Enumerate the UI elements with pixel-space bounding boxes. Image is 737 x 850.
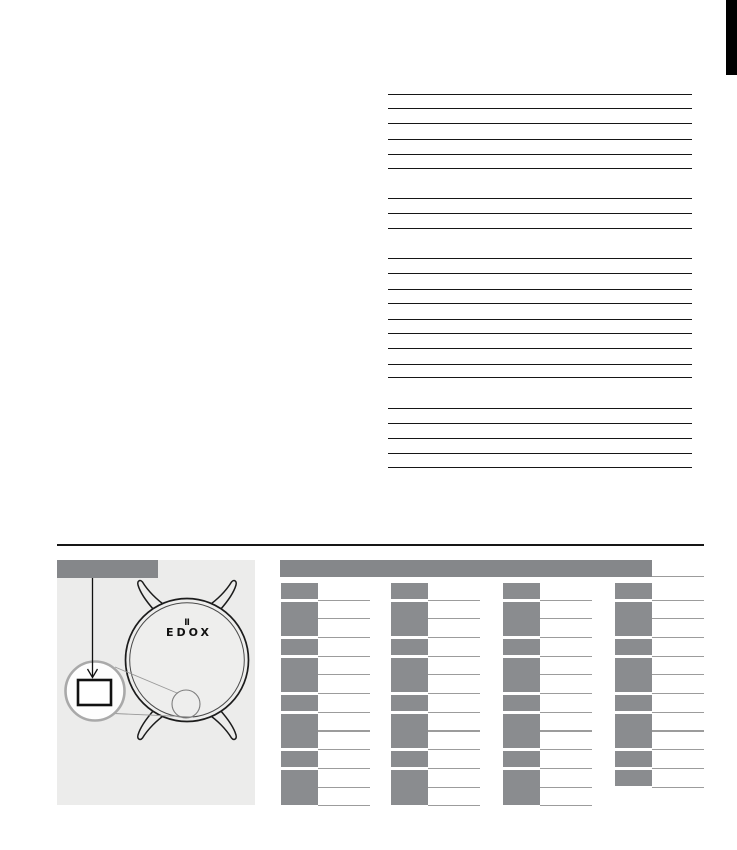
spec-label-cell xyxy=(615,714,652,749)
spec-table-header-rule xyxy=(652,576,704,577)
spec-label-cell xyxy=(615,695,652,711)
spec-label-cell xyxy=(281,639,318,655)
spec-value-rule xyxy=(540,787,592,788)
spec-label-cell xyxy=(503,639,540,655)
spec-value-rule xyxy=(318,749,370,750)
spec-value-rule xyxy=(652,618,704,619)
spec-label-cell xyxy=(615,751,652,767)
spec-value-rule xyxy=(428,787,480,788)
spec-value-rule xyxy=(428,618,480,619)
spec-value-rule xyxy=(428,693,480,694)
spec-label-cell xyxy=(391,602,428,637)
spec-label-cell xyxy=(391,583,428,599)
spec-value-rule xyxy=(318,674,370,675)
spec-label-cell xyxy=(391,639,428,655)
spec-label-cell xyxy=(281,714,318,749)
spec-label-cell xyxy=(391,714,428,749)
spec-value-rule xyxy=(318,712,370,713)
spec-label-cell xyxy=(391,695,428,711)
spec-value-rule xyxy=(540,656,592,657)
spec-label-cell xyxy=(281,751,318,767)
spec-value-rule xyxy=(318,787,370,788)
spec-value-rule xyxy=(652,749,704,750)
spec-value-rule xyxy=(428,749,480,750)
spec-value-rule xyxy=(428,712,480,713)
spec-label-cell xyxy=(615,658,652,693)
spec-label-cell xyxy=(615,583,652,599)
spec-value-rule xyxy=(540,693,592,694)
spec-value-rule xyxy=(652,768,704,769)
spec-value-rule xyxy=(318,637,370,638)
brand-logo-symbol: Ⅱ xyxy=(184,618,190,628)
spec-value-rule xyxy=(652,674,704,675)
spec-label-cell xyxy=(503,751,540,767)
spec-value-rule xyxy=(318,656,370,657)
spec-value-rule xyxy=(540,637,592,638)
spec-label-cell xyxy=(281,695,318,711)
spec-label-cell xyxy=(503,602,540,637)
spec-label-cell xyxy=(503,583,540,599)
spec-value-rule xyxy=(540,618,592,619)
spec-value-rule xyxy=(652,712,704,713)
spec-label-cell xyxy=(391,770,428,805)
spec-value-rule xyxy=(540,674,592,675)
spec-label-cell xyxy=(615,602,652,637)
spec-value-rule xyxy=(428,637,480,638)
spec-value-rule xyxy=(652,600,704,601)
spec-value-rule xyxy=(318,730,370,731)
spec-label-cell xyxy=(615,639,652,655)
spec-value-rule xyxy=(318,768,370,769)
spec-value-rule xyxy=(540,749,592,750)
spec-value-rule xyxy=(428,768,480,769)
spec-label-cell xyxy=(281,602,318,637)
spec-value-rule xyxy=(428,674,480,675)
spec-label-cell xyxy=(503,714,540,749)
spec-value-rule xyxy=(540,768,592,769)
spec-value-rule xyxy=(540,730,592,731)
spec-value-rule xyxy=(652,787,704,788)
spec-label-cell xyxy=(281,583,318,599)
spec-value-rule xyxy=(652,656,704,657)
spec-value-rule xyxy=(540,712,592,713)
spec-label-cell xyxy=(615,770,652,786)
spec-value-rule xyxy=(540,600,592,601)
spec-label-cell xyxy=(503,695,540,711)
spec-value-rule xyxy=(652,637,704,638)
spec-label-cell xyxy=(503,658,540,693)
spec-value-rule xyxy=(428,656,480,657)
spec-value-rule xyxy=(428,600,480,601)
spec-value-rule xyxy=(318,600,370,601)
spec-value-rule xyxy=(428,805,480,806)
spec-table-header-bar xyxy=(280,560,652,577)
spec-label-cell xyxy=(281,770,318,805)
spec-value-rule xyxy=(652,693,704,694)
spec-label-cell xyxy=(281,658,318,693)
spec-value-rule xyxy=(652,730,704,731)
spec-label-cell xyxy=(391,751,428,767)
spec-label-cell xyxy=(391,658,428,693)
spec-value-rule xyxy=(318,805,370,806)
spec-label-cell xyxy=(503,770,540,805)
spec-value-rule xyxy=(540,805,592,806)
brand-logo-text: EDOX xyxy=(165,626,213,639)
spec-value-rule xyxy=(428,730,480,731)
spec-value-rule xyxy=(318,618,370,619)
spec-value-rule xyxy=(318,693,370,694)
